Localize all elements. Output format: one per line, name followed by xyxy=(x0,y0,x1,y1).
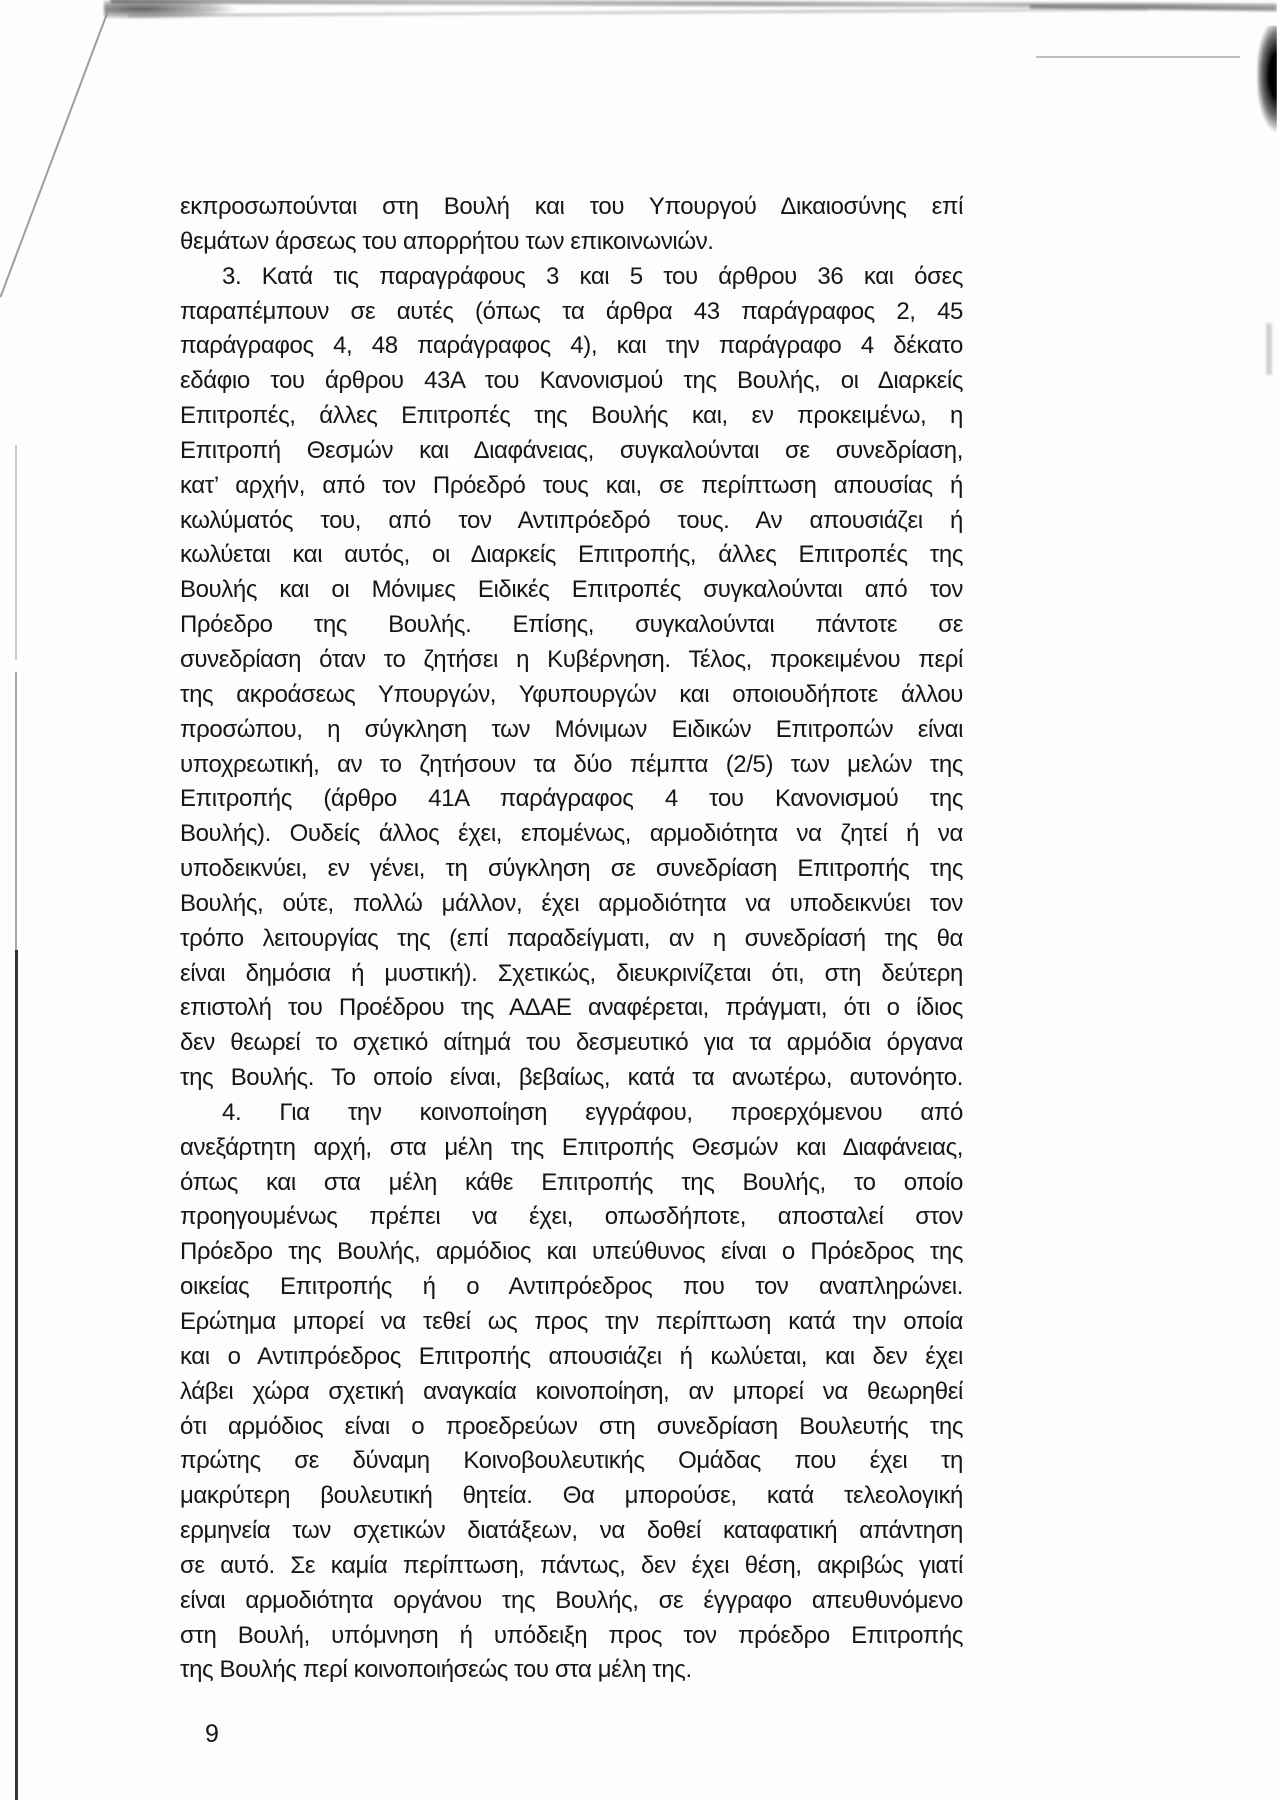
text-line: εδάφιο του άρθρου 43Α του Κανονισμού της Βουλής, οι Διαρκείς xyxy=(180,367,963,395)
page-number: 9 xyxy=(205,1720,219,1748)
text-line: της Βουλής περί κοινοποιήσεώς του στα μέλη της. xyxy=(180,1656,692,1684)
text-line: Βουλής). Ουδείς άλλος έχει, επομένως, αρμοδιότητα να ζητεί ή να xyxy=(180,820,963,848)
text-line: Βουλής και οι Μόνιμες Ειδικές Επιτροπές συγκαλούνται από τον xyxy=(180,576,963,604)
text-line: Πρόεδρο της Βουλής. Επίσης, συγκαλούνται πάντοτε σε xyxy=(180,611,963,639)
page-edge-left-line-dark xyxy=(15,950,18,1800)
text-line: παράγραφος 4, 48 παράγραφος 4), και την παράγραφο 4 δέκατο xyxy=(180,332,963,360)
text-line: παραπέμπουν σε αυτές (όπως τα άρθρα 43 παράγραφος 2, 45 xyxy=(180,297,963,325)
scan-shadow-top-right-corner xyxy=(1257,26,1277,144)
text-line: θεμάτων άρσεως του απορρήτου των επικοινωνιών. xyxy=(180,227,714,255)
page-edge-left-line-faint xyxy=(15,445,17,660)
text-line: υποχρεωτική, αν το ζητήσουν τα δύο πέμπτα (2/5) των μελών της xyxy=(180,750,963,778)
text-line: προσώπου, η σύγκληση των Μόνιμων Ειδικών Επιτροπών είναι xyxy=(180,715,963,743)
text-line: υποδεικνύει, εν γένει, τη σύγκληση σε συνεδρίαση Επιτροπής της xyxy=(180,855,963,883)
scan-streak-top-right xyxy=(1030,5,1277,12)
text-line: είναι αρμοδιότητα οργάνου της Βουλής, σε έγγραφο απευθυνόμενο xyxy=(180,1586,963,1614)
page-edge-diagonal-line xyxy=(0,9,110,298)
text-line: μακρύτερη βουλευτική θητεία. Θα μπορούσε, κατά τελεολογική xyxy=(180,1482,963,1510)
text-line: είναι δημόσια ή μυστική). Σχετικώς, διευκρινίζεται ότι, στη δεύτερη xyxy=(180,959,963,987)
text-line: Πρόεδρο της Βουλής, αρμόδιος και υπεύθυνος είναι ο Πρόεδρος της xyxy=(180,1238,963,1266)
text-line: κωλύματός του, από τον Αντιπρόεδρό τους. Αν απουσιάζει ή xyxy=(180,506,963,534)
text-line: δεν θεωρεί το σχετικό αίτημά του δεσμευτικό για τα αρμόδια όργανα xyxy=(180,1029,963,1057)
text-line: 3. Κατά τις παραγράφους 3 και 5 του άρθρου 36 και όσες xyxy=(222,262,963,290)
text-line: της Βουλής. Το οποίο είναι, βεβαίως, κατά τα ανωτέρω, αυτονόητο. xyxy=(180,1064,963,1092)
text-line: ερμηνεία των σχετικών διατάξεων, να δοθεί καταφατική απάντηση xyxy=(180,1517,963,1545)
text-line: όπως και στα μέλη κάθε Επιτροπής της Βουλής, το οποίο xyxy=(180,1168,963,1196)
text-line: τρόπο λειτουργίας της (επί παραδείγματι, αν η συνεδρίασή της θα xyxy=(180,924,963,952)
text-line: προηγουμένως πρέπει να έχει, οπωσδήποτε, αποσταλεί στον xyxy=(180,1203,963,1231)
text-line: στη Βουλή, υπόμνηση ή υπόδειξη προς τον πρόεδρο Επιτροπής xyxy=(180,1621,963,1649)
text-line: Ερώτημα μπορεί να τεθεί ως προς την περίπτωση κατά την οποία xyxy=(180,1308,963,1335)
text-line: κατ’ αρχήν, από τον Πρόεδρό τους και, σε περίπτωση απουσίας ή xyxy=(180,471,963,499)
text-line: Επιτροπή Θεσμών και Διαφάνειας, συγκαλούνται σε συνεδρίαση, xyxy=(180,436,963,464)
text-line: σε αυτό. Σε καμία περίπτωση, πάντως, δεν έχει θέση, ακριβώς γιατί xyxy=(180,1551,963,1579)
text-line: εκπροσωπούνται στη Βουλή και του Υπουργού Δικαιοσύνης επί xyxy=(180,193,963,220)
text-line: ανεξάρτητη αρχή, στα μέλη της Επιτροπής Θεσμών και Διαφάνειας, xyxy=(180,1133,963,1161)
text-line: και ο Αντιπρόεδρος Επιτροπής απουσιάζει ή κωλύεται, και δεν έχει xyxy=(180,1342,963,1370)
text-line: λάβει χώρα σχετική αναγκαία κοινοποίηση, αν μπορεί να θεωρηθεί xyxy=(180,1377,963,1405)
text-line: οικείας Επιτροπής ή ο Αντιπρόεδρος που τον αναπληρώνει. xyxy=(180,1273,963,1301)
scan-streak-top xyxy=(110,0,1277,9)
text-line: ότι αρμόδιος είναι ο προεδρεύων στη συνεδρίαση Βουλευτής της xyxy=(180,1412,963,1440)
text-line: κωλύεται και αυτός, οι Διαρκείς Επιτροπής, άλλες Επιτροπές της xyxy=(180,541,963,569)
text-line: συνεδρίαση όταν το ζητήσει η Κυβέρνηση. Τέλος, προκειμένου περί xyxy=(180,645,963,673)
text-line: Βουλής, ούτε, πολλώ μάλλον, έχει αρμοδιότητα να υποδεικνύει τον xyxy=(180,889,963,917)
scan-mark-right-edge xyxy=(1266,323,1272,375)
text-block xyxy=(180,190,963,1688)
scan-smudge-top-left xyxy=(104,0,364,30)
text-line: της ακροάσεως Υπουργών, Υφυπουργών και οποιουδήποτε άλλου xyxy=(180,680,963,708)
scan-rule-top-right xyxy=(1036,56,1240,58)
text-line: Επιτροπές, άλλες Επιτροπές της Βουλής και, εν προκειμένω, η xyxy=(180,402,963,430)
scan-streak-top-secondary xyxy=(128,8,1148,17)
page-edge-left-line-mid xyxy=(15,672,17,957)
text-line: 4. Για την κοινοποίηση εγγράφου, προερχόμενου από xyxy=(222,1098,963,1126)
text-line: πρώτης σε δύναμη Κοινοβουλευτικής Ομάδας που έχει τη xyxy=(180,1447,963,1475)
text-line: επιστολή του Προέδρου της ΑΔΑΕ αναφέρεται, πράγματι, ότι ο ίδιος xyxy=(180,994,963,1022)
text-line: Επιτροπής (άρθρο 41Α παράγραφος 4 του Κανονισμού της xyxy=(180,785,963,813)
